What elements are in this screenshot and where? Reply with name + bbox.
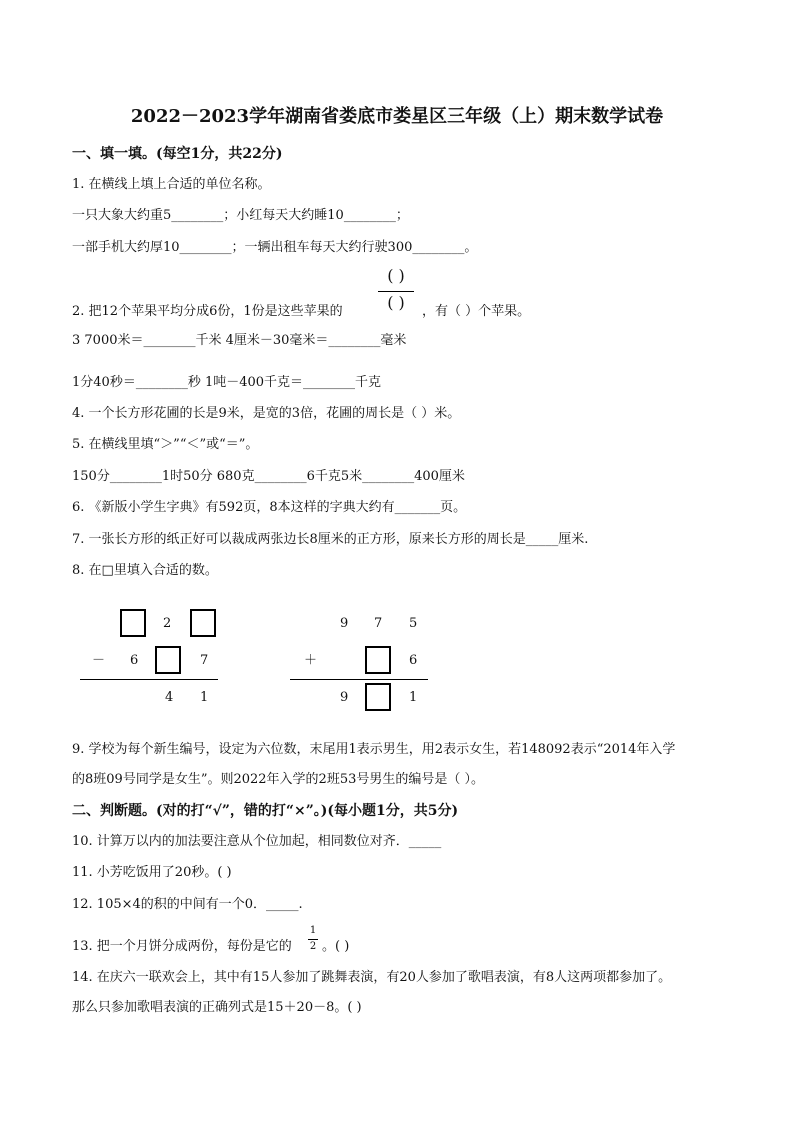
digit: 5 [409, 616, 418, 631]
digit: 9 [340, 690, 349, 705]
plus-sign: ＋ [304, 653, 318, 668]
question-13-fraction [306, 925, 320, 955]
digit: 7 [374, 616, 383, 631]
answer-box[interactable] [365, 646, 391, 674]
fraction-numerator: ( ) [387, 266, 405, 285]
question-3-line-1: 3 7000米＝________千米 4厘米－30毫米＝________毫米 [72, 333, 407, 348]
question-10: 10. 计算万以内的加法要注意从个位加起，相同数位对齐．_____ [72, 834, 442, 849]
question-13-after: 。( ) [322, 939, 350, 954]
question-8-stem: 8. 在□里填入合适的数。 [72, 563, 218, 578]
question-7: 7. 一张长方形的纸正好可以裁成两张边长8厘米的正方形，原来长方形的周长是_____厘米. [72, 532, 589, 547]
fraction-numerator: 1 [309, 925, 317, 936]
question-1-line-1: 一只大象大约重5________；小红每天大约睡10________； [72, 208, 409, 223]
question-13-text: 13. 把一个月饼分成两份，每份是它的 [72, 939, 292, 954]
question-6: 6. 《新版小学生字典》有592页，8本这样的字典大约有_______页。 [72, 500, 467, 515]
question-9-line-1: 9. 学校为每个新生编号，设定为六位数，末尾用1表示男生，用2表示女生，若148092表示“2014年入学 [72, 742, 676, 757]
question-12: 12. 105×4的积的中间有一个0．_____. [72, 897, 303, 912]
question-3-line-2: 1分40秒＝________秒 1吨－400千克＝________千克 [72, 375, 382, 390]
question-1-stem: 1. 在横线上填上合适的单位名称。 [72, 177, 271, 192]
question-11: 11. 小芳吃饭用了20秒。( ) [72, 865, 232, 880]
fraction-denominator: ( ) [387, 293, 405, 312]
question-2-text: 2. 把12个苹果平均分成6份，1份是这些苹果的 [72, 304, 343, 319]
question-14-line-2: 那么只参加歌唱表演的正确列式是15＋20－8。( ) [72, 1000, 362, 1015]
fraction-bar [378, 291, 414, 292]
section-1-heading: 一、填一填。(每空1分，共22分) [72, 146, 283, 162]
answer-box[interactable] [155, 646, 181, 674]
answer-box[interactable] [120, 609, 146, 637]
page-title: 2022－2023学年湖南省娄底市娄星区三年级（上）期末数学试卷 [130, 106, 664, 127]
fraction-denominator: 2 [309, 941, 317, 952]
answer-box[interactable] [365, 683, 391, 711]
digit: 1 [200, 690, 209, 705]
question-2-fraction [372, 268, 420, 318]
digit: 1 [409, 690, 418, 705]
question-14-line-1: 14. 在庆六一联欢会上，其中有15人参加了跳舞表演，有20人参加了歌唱表演，有8人这两项都参加了。 [72, 970, 672, 985]
digit: 7 [200, 653, 209, 668]
fraction-bar [308, 939, 318, 940]
digit: 6 [130, 653, 139, 668]
question-5-line: 150分________1时50分 680克________6千克5米________400厘米 [72, 469, 465, 484]
digit: 2 [163, 616, 172, 631]
question-9-line-2: 的8班09号同学是女生”。则2022年入学的2班53号男生的编号是（ ）。 [72, 772, 484, 787]
question-1-line-2: 一部手机大约厚10________；一辆出租车每天大约行驶300________。 [72, 240, 478, 255]
question-2-after: ，有（ ）个苹果。 [422, 304, 531, 319]
minus-sign: － [92, 653, 106, 668]
question-4: 4. 一个长方形花圃的长是9米，是宽的3倍，花圃的周长是（ ）米。 [72, 406, 461, 421]
digit: 4 [165, 690, 174, 705]
question-5-stem: 5. 在横线里填“＞”“＜”或“＝”。 [72, 437, 259, 452]
digit: 9 [340, 616, 349, 631]
digit: 6 [409, 653, 418, 668]
sum-line [80, 679, 218, 680]
answer-box[interactable] [190, 609, 216, 637]
sum-line [290, 679, 428, 680]
section-2-heading: 二、判断题。(对的打“√”，错的打“×”。)(每小题1分，共5分) [72, 803, 459, 819]
